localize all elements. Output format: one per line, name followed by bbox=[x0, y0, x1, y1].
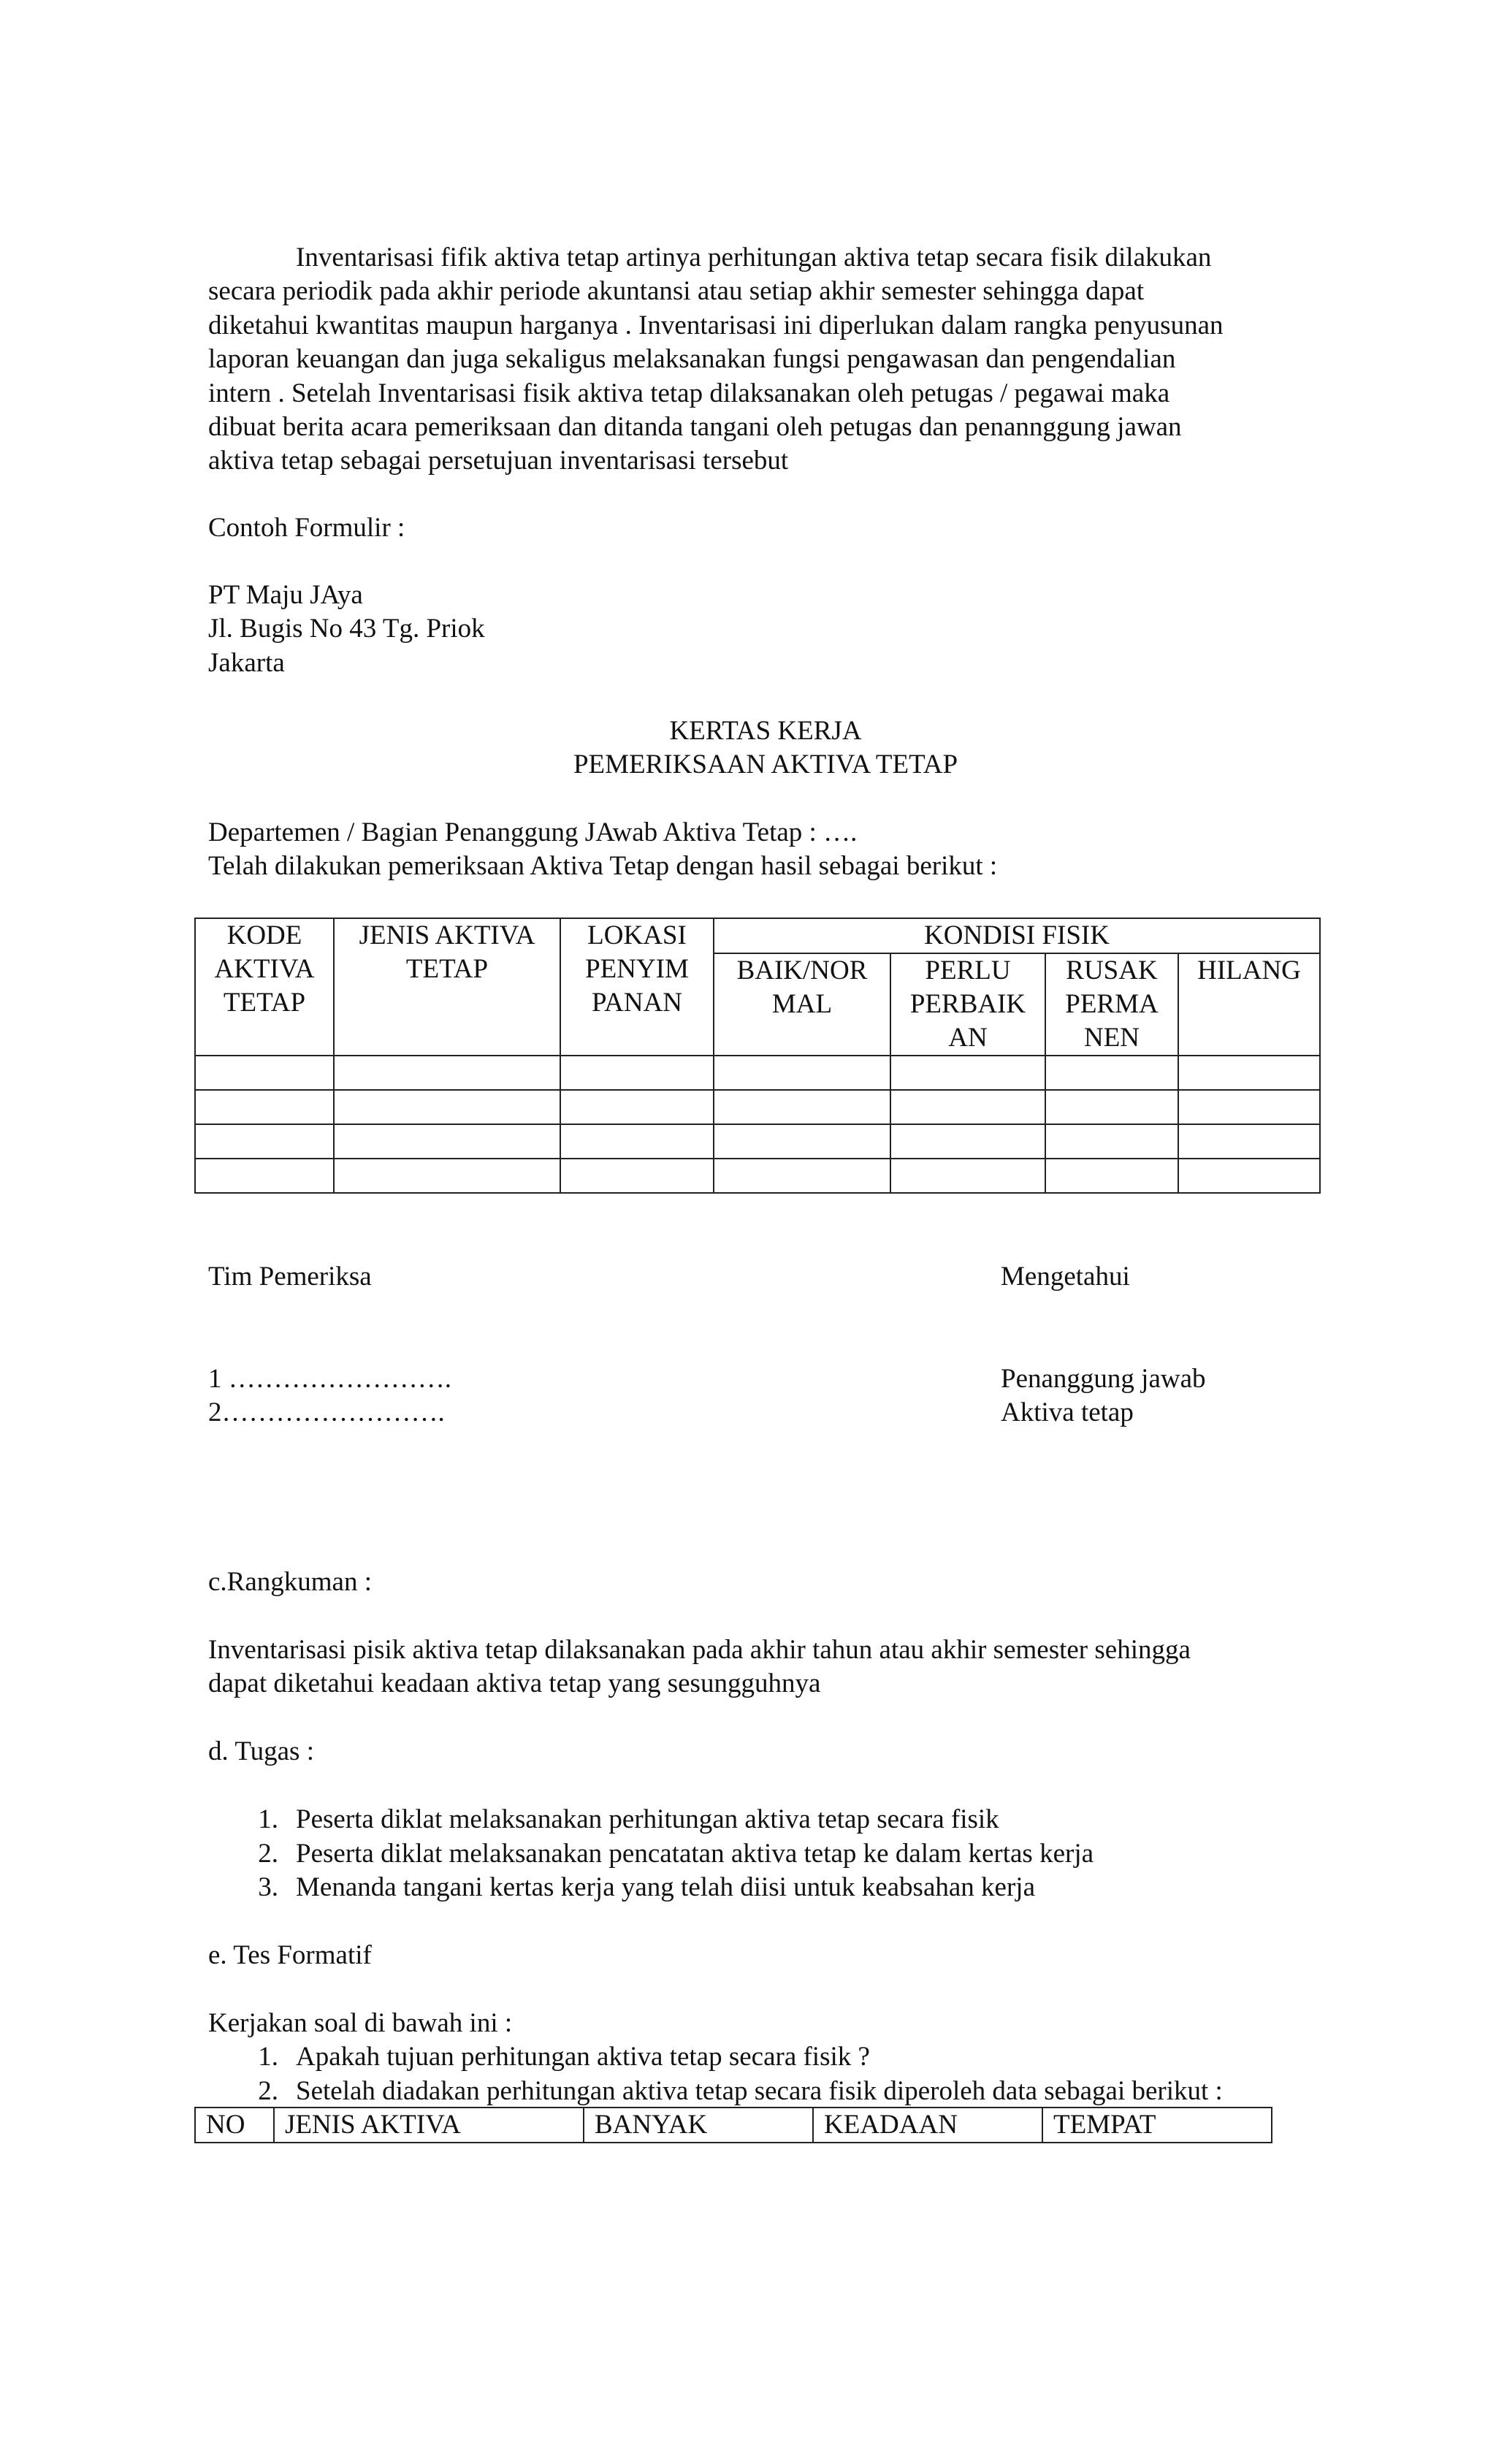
list-item: 2. Setelah diadakan perhitungan aktiva tetap secara fisik diperoleh data sebagai berikut : bbox=[258, 2075, 1223, 2106]
result-line: Telah dilakukan pemeriksaan Aktiva Tetap dengan hasil sebagai berikut : bbox=[208, 851, 998, 881]
header-hilang: HILANG bbox=[1178, 953, 1320, 1056]
header-no: NO bbox=[195, 2108, 274, 2143]
signature-left-line2: 2……………………. bbox=[208, 1397, 445, 1427]
header-kondisi-fisik: KONDISI FISIK bbox=[714, 918, 1320, 953]
signature-right-line2: Aktiva tetap bbox=[1001, 1397, 1134, 1427]
data-table bbox=[194, 2107, 1272, 2143]
signature-right-line1: Penanggung jawab bbox=[1001, 1364, 1206, 1394]
form-title-line1: KERTAS KERJA bbox=[669, 716, 862, 746]
header-jenis-aktiva: JENIS AKTIVA TETAP bbox=[334, 918, 560, 1056]
form-title-line2: PEMERIKSAAN AKTIVA TETAP bbox=[573, 750, 958, 779]
list-item: 1. Peserta diklat melaksanakan perhitungan aktiva tetap secara fisik bbox=[258, 1804, 999, 1834]
header-banyak: BANYAK bbox=[584, 2108, 813, 2143]
rangkuman-line: dapat diketahui keadaan aktiva tetap yang sesungguhnya bbox=[208, 1668, 821, 1698]
header-keadaan: KEADAAN bbox=[813, 2108, 1042, 2143]
header-jenis-aktiva: JENIS AKTIVA bbox=[274, 2108, 584, 2143]
signature-left-line1: 1 ……………………. bbox=[208, 1364, 451, 1394]
header-baik-normal: BAIK/NOR MAL bbox=[714, 953, 890, 1056]
table-row bbox=[195, 1124, 1320, 1159]
table-row bbox=[195, 1056, 1320, 1090]
tes-list bbox=[237, 2040, 1223, 2108]
department-line: Departemen / Bagian Penanggung JAwab Aktiva Tetap : …. bbox=[208, 817, 858, 847]
intro-line: laporan keuangan dan juga sekaligus melaksanakan fungsi pengawasan dan pengendalian bbox=[208, 344, 1176, 375]
rangkuman-heading: c.Rangkuman : bbox=[208, 1567, 373, 1597]
inspection-table bbox=[194, 918, 1321, 1194]
intro-line: secara periodik pada akhir periode akuntansi atau setiap akhir semester sehingga dapat bbox=[208, 276, 1145, 307]
signature-left-title: Tim Pemeriksa bbox=[208, 1262, 372, 1292]
header-rusak-permanen: RUSAK PERMA NEN bbox=[1045, 953, 1178, 1056]
list-item: 3. Menanda tangani kertas kerja yang telah diisi untuk keabsahan kerja bbox=[258, 1872, 1035, 1902]
header-lokasi: LOKASI PENYIM PANAN bbox=[560, 918, 714, 1056]
intro-line: intern . Setelah Inventarisasi fisik aktiva tetap dilaksanakan oleh petugas / pegawai maka bbox=[208, 378, 1170, 408]
header-tempat: TEMPAT bbox=[1042, 2108, 1272, 2143]
intro-line: aktiva tetap sebagai persetujuan inventarisasi tersebut bbox=[208, 446, 789, 476]
intro-paragraph bbox=[208, 241, 1326, 478]
list-item: 1. Apakah tujuan perhitungan aktiva tetap secara fisik ? bbox=[258, 2042, 870, 2072]
tes-heading: e. Tes Formatif bbox=[208, 1940, 372, 1970]
rangkuman-line: Inventarisasi pisik aktiva tetap dilaksanakan pada akhir tahun atau akhir semester sehingga bbox=[208, 1635, 1191, 1665]
table-row bbox=[195, 1159, 1320, 1193]
company-address: Jl. Bugis No 43 Tg. Priok bbox=[208, 614, 485, 644]
intro-line: Inventarisasi fifik aktiva tetap artinya perhitungan aktiva tetap secara fisik dilakukan bbox=[296, 243, 1212, 272]
intro-line: diketahui kwantitas maupun harganya . Inventarisasi ini diperlukan dalam rangka penyusunan bbox=[208, 310, 1224, 340]
header-kode-aktiva: KODE AKTIVA TETAP bbox=[195, 918, 334, 1056]
tugas-list bbox=[237, 1803, 1094, 1905]
table-row bbox=[195, 1090, 1320, 1124]
signature-right-title: Mengetahui bbox=[1001, 1262, 1130, 1292]
tes-instruction: Kerjakan soal di bawah ini : bbox=[208, 2008, 513, 2038]
company-name: PT Maju JAya bbox=[208, 580, 363, 610]
contoh-formulir-label: Contoh Formulir : bbox=[208, 513, 405, 543]
header-perlu-perbaikan: PERLU PERBAIK AN bbox=[890, 953, 1045, 1056]
tugas-heading: d. Tugas : bbox=[208, 1736, 314, 1766]
company-city: Jakarta bbox=[208, 648, 285, 678]
intro-line: dibuat berita acara pemeriksaan dan ditanda tangani oleh petugas dan penannggung jawan bbox=[208, 412, 1182, 443]
list-item: 2. Peserta diklat melaksanakan pencatatan aktiva tetap ke dalam kertas kerja bbox=[258, 1838, 1094, 1869]
